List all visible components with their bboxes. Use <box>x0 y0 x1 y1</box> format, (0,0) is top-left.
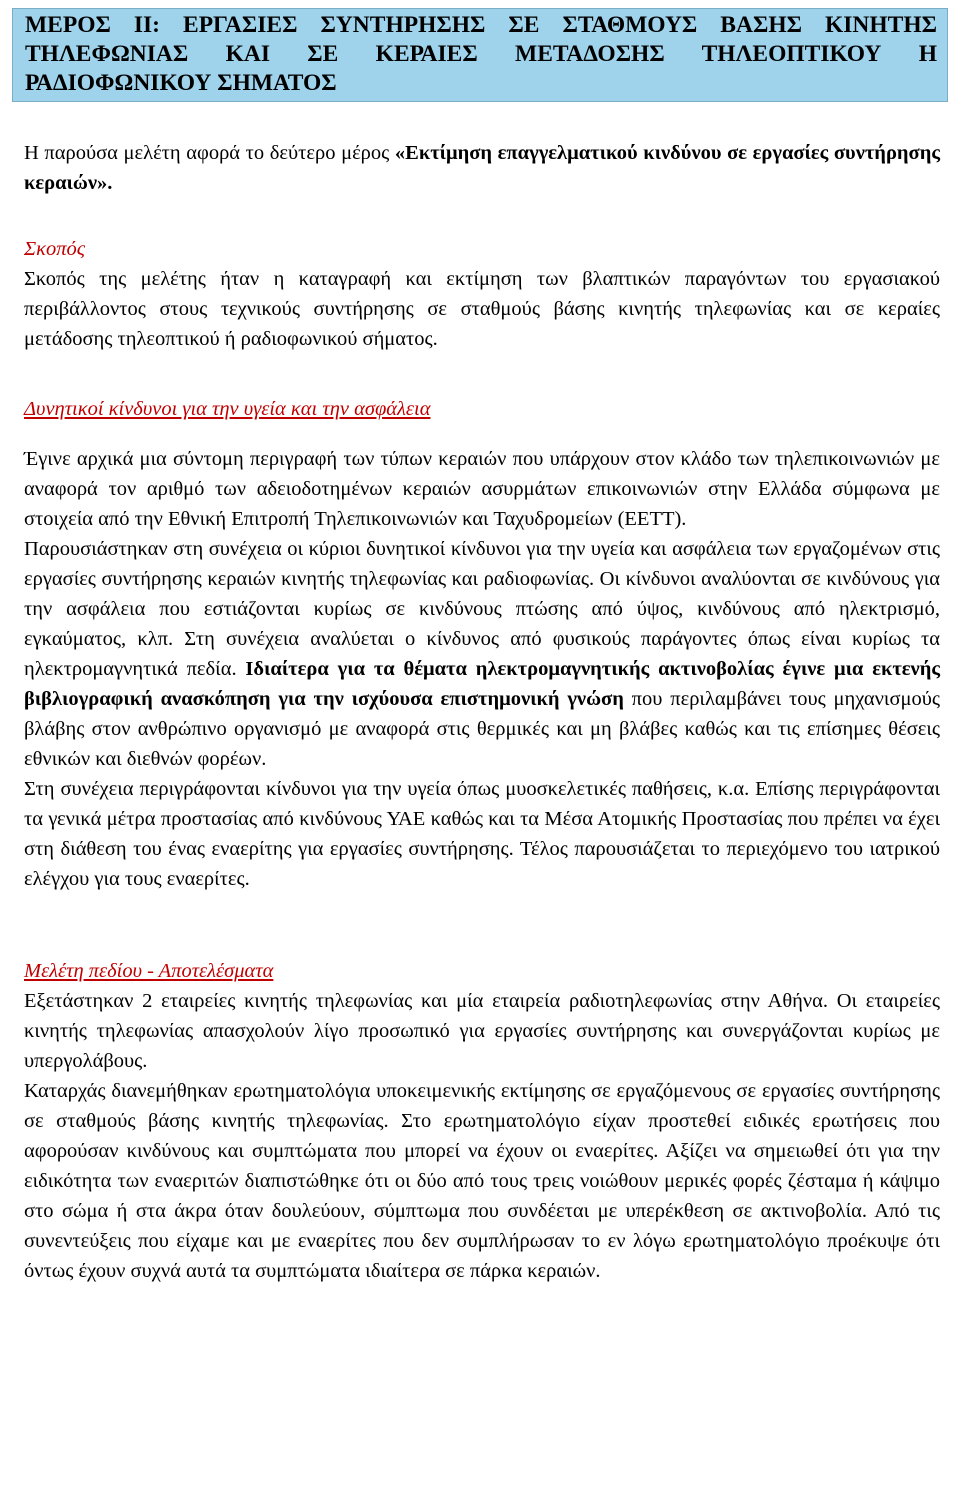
hazards-p2-text-b: που περιλαμβάνει τους μηχανισμούς βλάβης στον ανθρώπινο οργανισμό με αναφορά στις θερμικές και μη βλάβες καθώς και τις επίσημες θέσεις εθνικών και διεθνών φορέων. <box>24 688 941 770</box>
intro-text: Η παρούσα μελέτη αφορά το δεύτερο μέρος <box>24 142 395 164</box>
hazards-p2-text-a: Παρουσιάστηκαν στη συνέχεια οι κύριοι δυνητικοί κίνδυνοι για την υγεία και ασφάλεια των εργαζομένων στις εργασίες συντήρησης κεραιών κινητής τηλεφωνίας και ραδιοφωνίας. Οι κίνδυνοι αναλύονται σε κινδύνους για την ασφάλεια που εστιάζονται κυρίως σε κινδύνους πτώσης από ύψος, κινδύνους από ηλεκτρισμό, εγκαύματος, κλπ. Στη συνέχεια αναλύεται ο κίνδυνος από φυσικούς παράγοντες όπως είναι κυρίως τα ηλεκτρομαγνητικά πεδία. <box>24 538 940 680</box>
purpose-heading: Σκοπός <box>24 238 86 260</box>
hazards-p2-emphasis: Ιδιαίτερα για τα θέματα ηλεκτρομαγνητικής ακτινοβολίας έγινε μια εκτενής βιβλιογραφική ανασκόπηση για την ισχύουσα επιστημονική γνώση <box>24 658 940 710</box>
document-body <box>24 138 940 1286</box>
purpose-paragraph: Σκοπός της μελέτης ήταν η καταγραφή και εκτίμηση των βλαπτικών παραγόντων του εργασιακού περιβάλλοντος στους τεχνικούς συντήρησης σε σταθμούς βάσης κινητής τηλεφωνίας και σε κεραίες μετάδοσης τηλεοπτικού ή ραδιοφωνικού σήματος. <box>24 268 940 350</box>
hazards-paragraph-3: Στη συνέχεια περιγράφονται κίνδυνοι για την υγεία όπως μυοσκελετικές παθήσεις, κ.α. Επίσης περιγράφονται τα γενικά μέτρα προστασίας από κινδύνους ΥΑΕ καθώς και τα Μέσα Ατομικής Προστασίας που πρέπει να έχει στη διάθεση του ένας εναερίτης για εργασίες συντήρησης. Τέλος παρουσιάζεται το περιεχόμενο του ιατρικού ελέγχου για τους εναερίτες. <box>24 778 940 890</box>
intro-study-title: «Εκτίμηση επαγγελματικού κινδύνου σε εργασίες συντήρησης κεραιών». <box>24 142 940 194</box>
results-heading: Μελέτη πεδίου - Αποτελέσματα <box>24 960 274 982</box>
page-title: ΜΕΡΟΣ ΙΙ: ΕΡΓΑΣΙΕΣ ΣΥΝΤΗΡΗΣΗΣ ΣΕ ΣΤΑΘΜΟΥΣ ΒΑΣΗΣ ΚΙΝΗΤΗΣ ΤΗΛΕΦΩΝΙΑΣ ΚΑΙ ΣΕ ΚΕΡΑΙΕΣ ΜΕΤΑΔΟΣΗΣ ΤΗΛΕΟΠΤΙΚΟΥ Η ΡΑΔΙΟΦΩΝΙΚΟΥ ΣΗΜΑΤΟΣ <box>25 12 937 96</box>
hazards-heading: Δυνητικοί κίνδυνοι για την υγεία και την ασφάλεια <box>24 398 431 420</box>
hazards-paragraph-2 <box>24 534 940 774</box>
intro-paragraph <box>24 138 940 198</box>
results-paragraph-1: Εξετάστηκαν 2 εταιρείες κινητής τηλεφωνίας και μία εταιρεία ραδιοτηλεφωνίας στην Αθήνα. Οι εταιρείες κινητής τηλεφωνίας απασχολούν λίγο προσωπικό για εργασίες συντήρησης και συνεργάζονται κυρίως με υπεργολάβους. <box>24 990 940 1072</box>
results-paragraph-2: Καταρχάς διανεμήθηκαν ερωτηματολόγια υποκειμενικής εκτίμησης σε εργαζόμενους σε εργασίες συντήρησης σε σταθμούς βάσης κινητής τηλεφωνίας. Στο ερωτηματολόγιο είχαν προστεθεί ειδικές ερωτήσεις που αφορούσαν κινδύνους και συμπτώματα που μπορεί να έχουν οι εναερίτες. Αξίζει να σημειωθεί ότι για την ειδικότητα των εναεριτών διαπιστώθηκε ότι οι δύο από τους τρεις νοιώθουν μερικές φορές ζέσταμα ή κάψιμο στο σώμα ή στα άκρα όταν δουλεύουν, σύμπτωμα που συνδέεται με υπερέκθεση σε ακτινοβολία. Από τις συνεντεύξεις που είχαμε και με εναερίτες που δεν συμπλήρωσαν το εν λόγω ερωτηματολόγιο προέκυψε ότι όντως έχουν συχνά αυτά τα συμπτώματα ιδιαίτερα σε πάρκα κεραιών. <box>24 1080 940 1282</box>
title-banner <box>12 8 948 102</box>
hazards-paragraph-1: Έγινε αρχικά μια σύντομη περιγραφή των τύπων κεραιών που υπάρχουν στον κλάδο των τηλεπικοινωνιών με αναφορά τον αριθμό των αδειοδοτημένων κεραιών ασυρμάτων επικοινωνιών στην Ελλάδα σύμφωνα με στοιχεία από την Εθνική Επιτροπή Τηλεπικοινωνιών και Ταχυδρομείων (ΕΕΤΤ). <box>24 448 940 530</box>
